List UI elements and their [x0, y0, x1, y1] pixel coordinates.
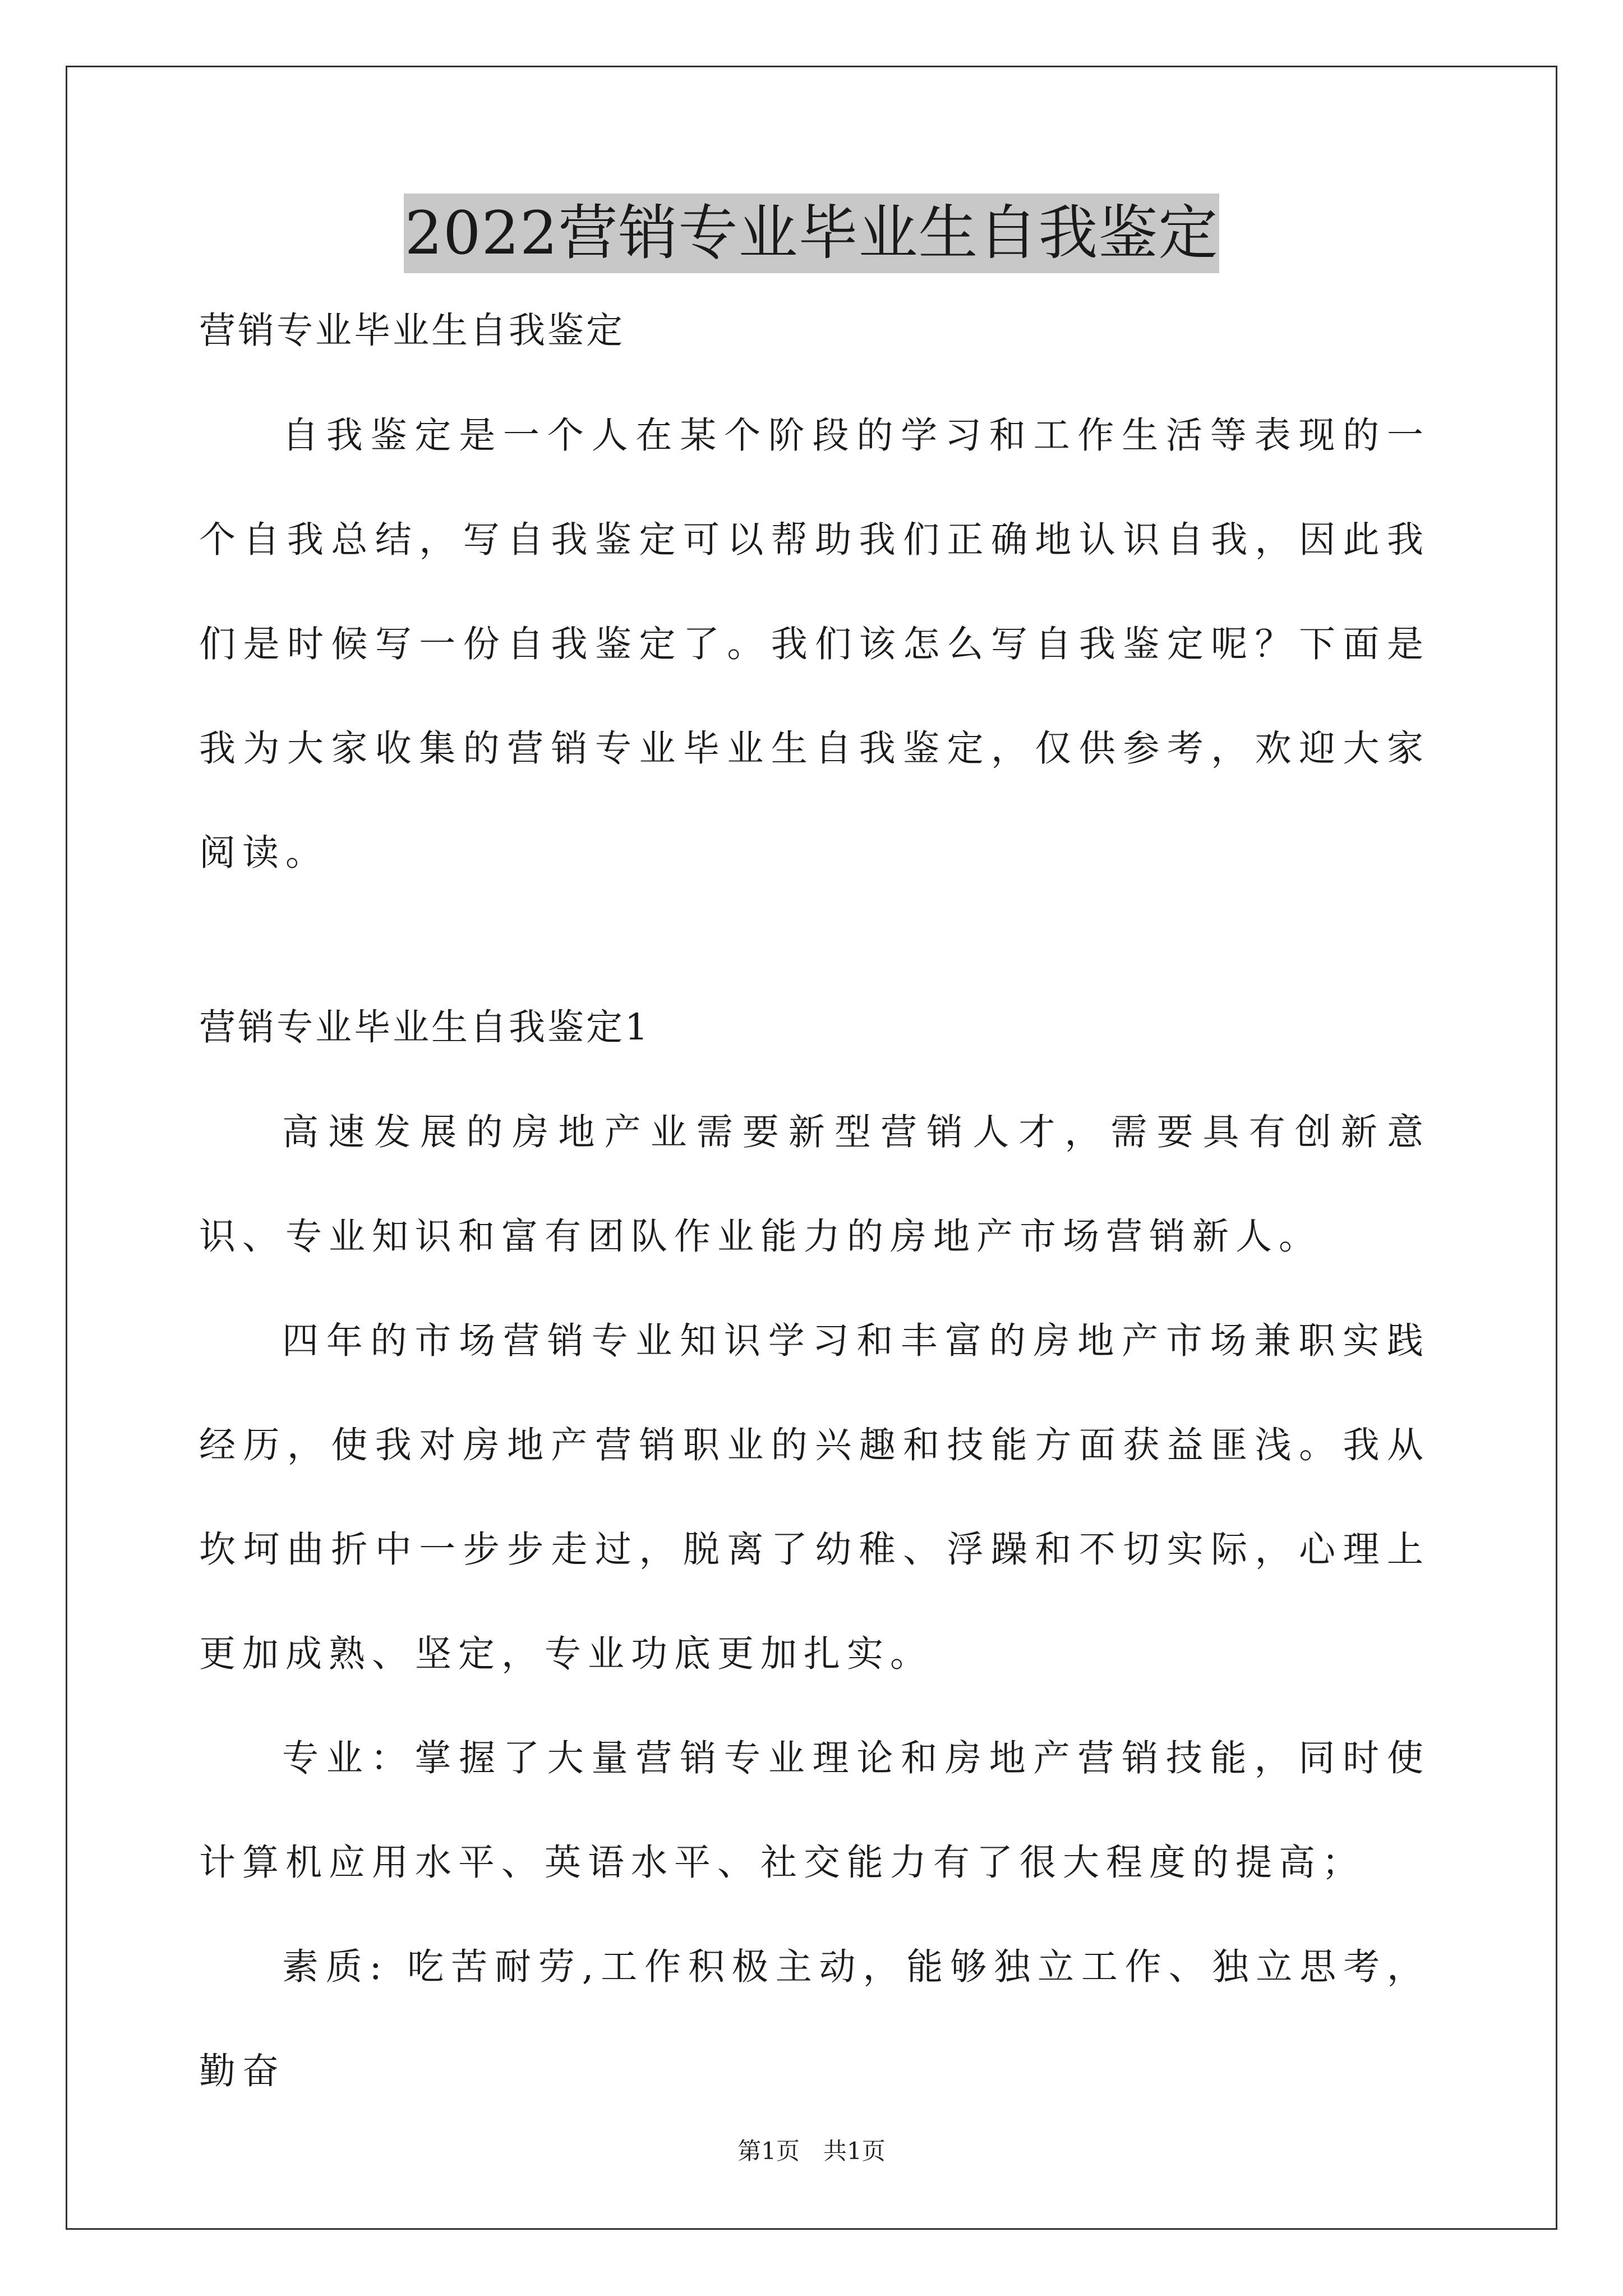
intro-paragraph: 自我鉴定是一个人在某个阶段的学习和工作生活等表现的一个自我总结，写自我鉴定可以帮助我们正确地认识自我，因此我们是时候写一份自我鉴定了。我们该怎么写自我鉴定呢？下面是我为大家收集的营销专业毕业生自我鉴定，仅供参考，欢迎大家阅读。 [199, 415, 1430, 874]
page-footer: 第1页 共1页 [737, 2137, 886, 2165]
document-title: 2022营销专业毕业生自我鉴定 [404, 194, 1220, 273]
title-container [0, 194, 1623, 273]
paragraph-3: 专业：掌握了大量营销专业理论和房地产营销技能，同时使计算机应用水平、英语水平、社交能力有了很大程度的提高； [199, 1737, 1430, 1884]
paragraph-4: 素质: 吃苦耐劳,工作积极主动，能够独立工作、独立思考，勤奋 [199, 1946, 1430, 2092]
subtitle: 营销专业毕业生自我鉴定 [199, 310, 625, 352]
section-heading: 营销专业毕业生自我鉴定1 [199, 1006, 651, 1048]
document-body [199, 303, 1430, 2124]
paragraph-1: 高速发展的房地产业需要新型营销人才，需要具有创新意识、专业知识和富有团队作业能力的房地产市场营销新人。 [199, 1111, 1430, 1258]
paragraph-2: 四年的市场营销专业知识学习和丰富的房地产市场兼职实践经历，使我对房地产营销职业的兴趣和技能方面获益匪浅。我从坎坷曲折中一步步走过，脱离了幼稚、浮躁和不切实际，心理上更加成熟、坚定，专业功底更加扎实。 [199, 1320, 1430, 1675]
